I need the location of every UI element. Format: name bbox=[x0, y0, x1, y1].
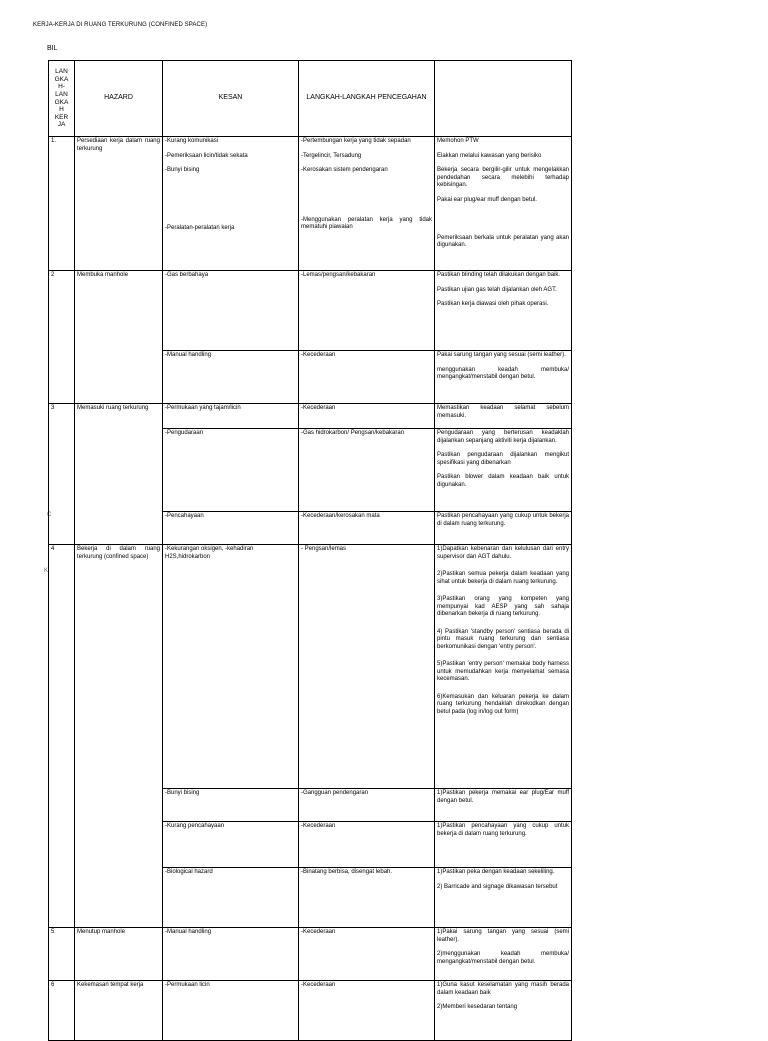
pencegahan-item: Pastikan pengudaraan dijalankan mengikut spesifikasi yang dibenarkan bbox=[437, 452, 569, 466]
table-row bbox=[49, 404, 572, 429]
langkah-text: Memasuki ruang terkurung bbox=[77, 405, 149, 411]
pencegahan-item: 1)Pastikan peka dengan keadaan sekeliling. bbox=[437, 869, 555, 875]
langkah-text: Menutup manhole bbox=[77, 929, 126, 935]
pencegahan-cell bbox=[435, 512, 572, 545]
pencegahan-item: Bekerja secara bergilir-gilir untuk mengelakkan pendedahan secara melebihi terhadap kebisingan. bbox=[437, 167, 569, 188]
table-row bbox=[49, 545, 572, 789]
kesan-cell: - Pengsan/lemas bbox=[299, 545, 435, 789]
margin-mark-k: K bbox=[44, 568, 49, 574]
langkah-cell bbox=[75, 404, 163, 545]
row-number: 5 bbox=[49, 928, 75, 981]
pencegahan-item: 4) Pastikan 'standby person' sentiasa berada di pintu masuk ruang terkurung dan sentiasa berkomunikasi dengan 'entry person'. bbox=[437, 628, 569, 650]
langkah-text: Membuka manhole bbox=[77, 272, 129, 278]
hazard-cell bbox=[163, 137, 299, 271]
table-header-row bbox=[49, 61, 572, 137]
pencegahan-item: Pakai sarung tangan yang sesuai (semi leather). bbox=[437, 352, 566, 358]
header-fragment: LAN bbox=[55, 67, 68, 75]
hazard-table bbox=[48, 60, 572, 1041]
pencegahan-item: Pastikan blinding telah dilakukan dengan baik. bbox=[437, 272, 561, 278]
row-number: 1. bbox=[49, 137, 75, 271]
pencegahan-item: menggunakan keadah membuka/ mengangkat/menstabil dengan betul. bbox=[437, 366, 569, 380]
langkah-cell bbox=[75, 981, 163, 1041]
header-hazard: HAZARD bbox=[75, 61, 163, 137]
langkah-cell bbox=[75, 545, 163, 928]
header-pencegahan: LANGKAH-LANGKAH PENCEGAHAN bbox=[299, 61, 435, 137]
kesan-cell: -Gas hidrokarbon/ Pengsan/kebakaran bbox=[299, 429, 435, 512]
kesan-cell: -Kecederaan bbox=[299, 981, 435, 1041]
hazard-item: -Bunyi bising bbox=[165, 167, 200, 173]
hazard-item: -Kurang komunikasi bbox=[165, 138, 219, 144]
pencegahan-cell bbox=[435, 271, 572, 351]
pencegahan-item: 5)Pastikan 'entry person' memakai body harness untuk memudahkan kerja menyelamat semasa kecemasan. bbox=[437, 661, 569, 682]
langkah-text: Persediaan kerja dalam ruang terkurung bbox=[77, 138, 160, 152]
langkah-cell bbox=[75, 271, 163, 404]
kesan-item: -Menggunakan peralatan kerja yang tidak mematuhi piawaian bbox=[301, 216, 432, 230]
hazard-cell: -Biological hazard bbox=[163, 868, 299, 928]
pencegahan-item: 1)Guna kasut keselamatan yang masih berada dalam keadaan baik bbox=[437, 982, 569, 996]
row-number: 6 bbox=[49, 981, 75, 1041]
table-row bbox=[49, 137, 572, 234]
pencegahan-item: Pastikan pencahayaan yang cukup untuk bekerja di dalam ruang terkurung. bbox=[437, 513, 569, 527]
pencegahan-item: Pakai ear plug/ear muff dengan betul. bbox=[437, 196, 537, 203]
pencegahan-item: Pastikan ujian gas telah dijalankan oleh AGT. bbox=[437, 286, 557, 293]
kesan-cell bbox=[299, 137, 435, 271]
pencegahan-item: 2)menggunakan keadah membuka/ mengangkat/menstabil dengan betul. bbox=[437, 951, 569, 965]
pencegahan-cell bbox=[435, 928, 572, 981]
hazard-cell: -Pencahayaan bbox=[163, 512, 299, 545]
table-row bbox=[49, 981, 572, 1041]
header-fragment: LAN bbox=[55, 90, 68, 98]
document-title: KERJA-KERJA DI RUANG TERKURUNG (CONFINED SPACE) bbox=[33, 22, 208, 28]
pencegahan-item: 1)Dapatkan kebenaran dan kelulusan dari entry supervisor dan AGT dahulu. bbox=[437, 546, 569, 560]
kesan-item: -Tergelincir, Tersadung bbox=[301, 152, 362, 159]
pencegahan-cell bbox=[435, 822, 572, 868]
table-row bbox=[49, 928, 572, 981]
pencegahan-cell bbox=[435, 404, 572, 429]
row-number: 4 bbox=[49, 545, 75, 928]
kesan-cell: -Kecederaan bbox=[299, 822, 435, 868]
kesan-cell: -Kecederaan bbox=[299, 351, 435, 404]
kesan-cell: -Kecederaan/kerosakan mata bbox=[299, 512, 435, 545]
langkah-cell bbox=[75, 137, 163, 271]
kesan-cell: -Kecederaan bbox=[299, 404, 435, 429]
pencegahan-item: Elakkan melalui kawasan yang berisiko bbox=[437, 152, 542, 159]
pencegahan-item: Memohon PTW bbox=[437, 138, 479, 144]
pencegahan-item: 1)Pastikan pencahayaan yang cukup untuk bekerja di dalam ruang terkurung. bbox=[437, 823, 569, 837]
pencegahan-cell bbox=[435, 234, 572, 271]
header-kesan: KESAN bbox=[163, 61, 299, 137]
table-row bbox=[49, 271, 572, 351]
kesan-item: -Kerosakan sistem pendengaran bbox=[301, 167, 388, 173]
hazard-cell: -Pengudaraan bbox=[163, 429, 299, 512]
pencegahan-item: 1)Pastikan pekerja memakai ear plug/Ear muff dengan betul. bbox=[437, 790, 569, 804]
kesan-cell: -Binatang berbisa, disengat lebah. bbox=[299, 868, 435, 928]
langkah-text: Bekerja di dalam ruang terkurung (confined space) bbox=[77, 546, 160, 560]
kesan-cell: -Gangguan pendengaran bbox=[299, 789, 435, 822]
pencegahan-item: 2)Memberi kesedaran tentang bbox=[437, 1004, 518, 1010]
hazard-cell: -Permukaan licin bbox=[163, 981, 299, 1041]
hazard-cell: -Manual handling bbox=[163, 351, 299, 404]
header-fragment: H- bbox=[58, 83, 65, 91]
hazard-cell: -Kekurangan oksigen, -kehadiran H2S,hidrokarbon bbox=[163, 545, 299, 789]
pencegahan-cell bbox=[435, 137, 572, 234]
pencegahan-cell bbox=[435, 351, 572, 404]
pencegahan-item: 2)Pastikan semua pekerja dalam keadaan yang sihat untuk bekerja di dalam ruang terkurung. bbox=[437, 571, 569, 585]
pencegahan-item: 3)Pastikan orang yang kompeten yang mempunyai kad AESP yang sah sahaja dibenarkan bekerja di ruang terkurung. bbox=[437, 596, 569, 617]
header-fragment: GKA bbox=[54, 98, 69, 106]
hazard-cell: -Permukaan yang tajam/licin bbox=[163, 404, 299, 429]
pencegahan-item: Pastikan kerja diawasi oleh pihak operasi. bbox=[437, 301, 549, 307]
header-fragment: JA bbox=[57, 121, 66, 129]
hazard-cell: -Bunyi bising bbox=[163, 789, 299, 822]
kesan-cell: -Lemas/pengsan/kebakaran bbox=[299, 271, 435, 351]
header-blank bbox=[435, 61, 572, 137]
langkah-text: Kekemasan tempat kerja bbox=[77, 982, 144, 988]
header-fragment: H bbox=[59, 106, 64, 114]
pencegahan-cell bbox=[435, 545, 572, 789]
pencegahan-cell bbox=[435, 789, 572, 822]
hazard-cell: -Gas berbahaya bbox=[163, 271, 299, 351]
row-number: 2 bbox=[49, 271, 75, 404]
pencegahan-cell bbox=[435, 981, 572, 1041]
langkah-cell bbox=[75, 928, 163, 981]
pencegahan-item: Pastikan blower dalam keadaan baik untuk digunakan. bbox=[437, 474, 569, 488]
pencegahan-cell bbox=[435, 429, 572, 512]
hazard-item: -Peralatan-peralatan kerja bbox=[165, 224, 235, 231]
pencegahan-item: 1)Pakai sarung tangan yang sesuai (semi leather). bbox=[437, 929, 569, 943]
header-langkah-kerja bbox=[49, 61, 75, 137]
pencegahan-item: 2) Barricade and signage dikawasan tersebut bbox=[437, 883, 558, 890]
hazard-cell: -Kurang pencahayaan bbox=[163, 822, 299, 868]
hazard-item: -Pemeriksaan licin/tidak sekata bbox=[165, 152, 248, 159]
kesan-item: -Pertembungan kerja yang tidak sepadan bbox=[301, 138, 411, 144]
kesan-cell: -Kecederaan bbox=[299, 928, 435, 981]
pencegahan-cell bbox=[435, 868, 572, 928]
header-fragment: GKA bbox=[54, 75, 69, 83]
pencegahan-item: Memastikan keadaan selamat sebelum memasuki. bbox=[437, 405, 569, 419]
pencegahan-item: Pengudaraan yang berterusan keadaklah dijalankan sepanjang aktiviti kerja dijalankan. bbox=[437, 430, 569, 444]
pencegahan-item: Pemeriksaan berkala untuk peralatan yang akan digunakan. bbox=[437, 234, 569, 248]
margin-mark-c: C bbox=[47, 512, 52, 518]
bil-label: BIL bbox=[47, 45, 58, 52]
header-fragment: KER bbox=[54, 113, 69, 121]
pencegahan-item: 6)Kemasukan dan keluaran pekerja ke dalam ruang terkurung hendaklah direkodkan dengan betul pada (log in/log out form) bbox=[437, 693, 569, 715]
row-number: 3 bbox=[49, 404, 75, 545]
hazard-cell: -Manual handling bbox=[163, 928, 299, 981]
